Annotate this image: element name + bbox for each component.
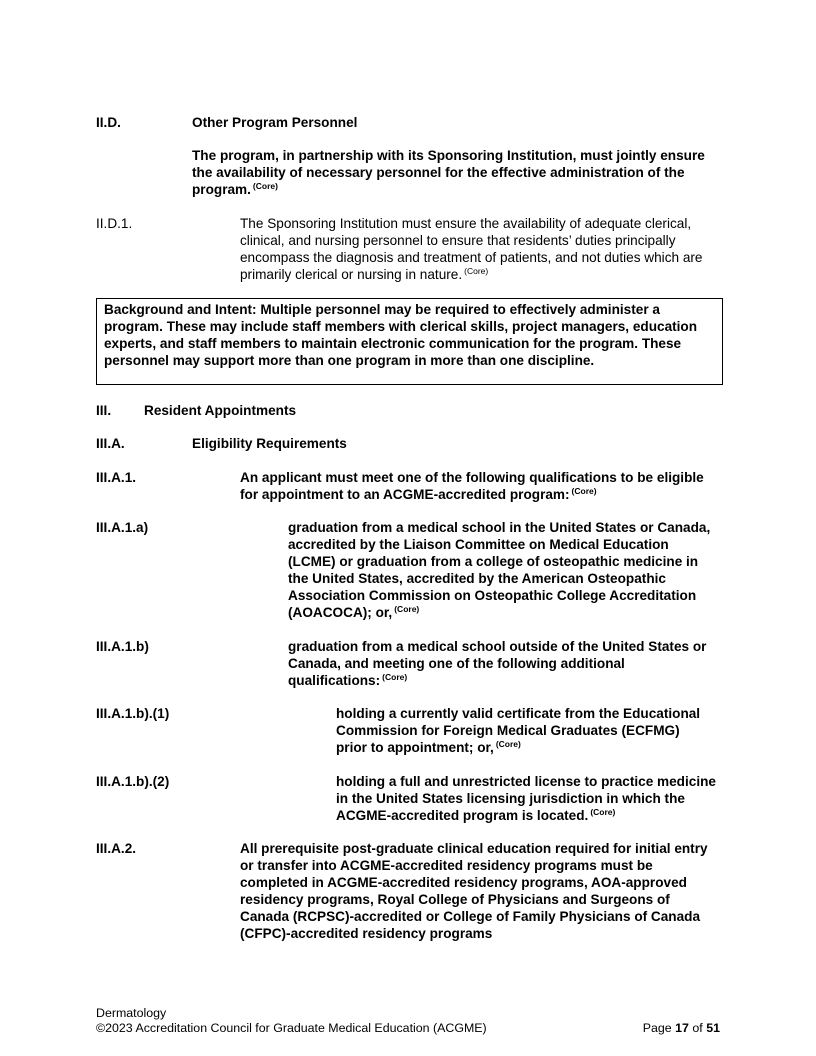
page-current: 17: [675, 1021, 689, 1035]
paragraph-iii-a-1-b-1: [336, 705, 706, 756]
paragraph-text: graduation from a medical school outside of the United States or Canada, and meeting one of the following additional qualifications:: [288, 639, 707, 688]
page-label: Page: [642, 1021, 672, 1035]
item-number-iii-a-2: III.A.2.: [96, 841, 137, 856]
background-and-intent-text: Background and Intent: Multiple personnel may be required to effectively administer a program. These may include staff members with clerical skills, project managers, education experts, and staff members to maintain electronic communication for the program. These personnel may support more than one program in more than one discipline.: [104, 302, 698, 368]
item-number-iii-a-1-b-2: III.A.1.b).(2): [96, 774, 170, 789]
item-number-iii-a-1-b-1: III.A.1.b).(1): [96, 706, 170, 721]
paragraph-text: graduation from a medical school in the United States or Canada, accredited by the Liaison Committee on Medical Education (LCME) or graduation from a college of osteopathic medicine in the United States, accredited by the American Osteopathic Association Commission on Osteopathic College Accreditation (AOACOCA); or,: [288, 520, 711, 620]
paragraph-ii-d-intro: [192, 147, 712, 198]
footer-copyright: ©2023 Accreditation Council for Graduate Medical Education (ACGME): [96, 1021, 487, 1035]
core-tag: (Core): [382, 672, 408, 682]
background-and-intent-box: [96, 298, 723, 385]
section-title-iii-a: Eligibility Requirements: [192, 436, 347, 451]
paragraph-text: holding a currently valid certificate from the Educational Commission for Foreign Medical Graduates (ECFMG) prior to appointment; or,: [336, 706, 701, 755]
footer: [96, 1021, 720, 1036]
page-of: of: [692, 1021, 703, 1035]
paragraph-iii-a-1-b: [288, 638, 720, 689]
core-tag: (Core): [252, 181, 278, 191]
item-number-iii-a-1-a: III.A.1.a): [96, 520, 149, 535]
paragraph-iii-a-1: [240, 469, 710, 503]
paragraph-iii-a-1-b-2: [336, 773, 720, 824]
item-number-iii-a-1: III.A.1.: [96, 470, 137, 485]
page-total: 51: [706, 1021, 720, 1035]
paragraph-text: holding a full and unrestricted license to practice medicine in the United States licensing jurisdiction in which the ACGME-accredited program is located.: [336, 774, 716, 823]
section-title-ii-d: Other Program Personnel: [192, 115, 358, 130]
section-number-iii: III.: [96, 403, 112, 418]
section-number-ii-d: II.D.: [96, 115, 121, 130]
paragraph-ii-d-1: [240, 215, 705, 283]
core-tag: (Core): [590, 807, 616, 817]
paragraph-iii-a-2: [240, 840, 715, 942]
item-number-ii-d-1: II.D.1.: [96, 216, 133, 231]
paragraph-text: An applicant must meet one of the following qualifications to be eligible for appointment to an ACGME-accredited program:: [240, 470, 704, 502]
section-title-iii: Resident Appointments: [144, 403, 297, 418]
paragraph-text: The program, in partnership with its Sponsoring Institution, must jointly ensure the availability of necessary personnel for the effective administration of the program.: [192, 148, 705, 197]
paragraph-text: The Sponsoring Institution must ensure the availability of adequate clerical, clinical, and nursing personnel to ensure that residents’ duties principally encompass the diagnosis and treatment of patients, and not duties which are primarily clerical or nursing in nature.: [240, 216, 703, 282]
core-tag: (Core): [394, 604, 420, 614]
footer-specialty: Dermatology: [96, 1006, 167, 1020]
core-tag: (Core): [464, 266, 489, 276]
core-tag: (Core): [571, 486, 597, 496]
core-tag: (Core): [495, 739, 521, 749]
page-number: [643, 1021, 720, 1036]
item-number-iii-a-1-b: III.A.1.b): [96, 639, 149, 654]
section-number-iii-a: III.A.: [96, 436, 125, 451]
paragraph-iii-a-1-a: [288, 519, 714, 621]
paragraph-text: All prerequisite post-graduate clinical education required for initial entry or transfer into ACGME-accredited residency programs must be completed in ACGME-accredited residency programs, AOA-approved residency programs, Royal College of Physicians and Surgeons of Canada (RCPSC)-accredited or College of Family Physicians of Canada (CFPC)-accredited residency programs: [240, 841, 708, 941]
